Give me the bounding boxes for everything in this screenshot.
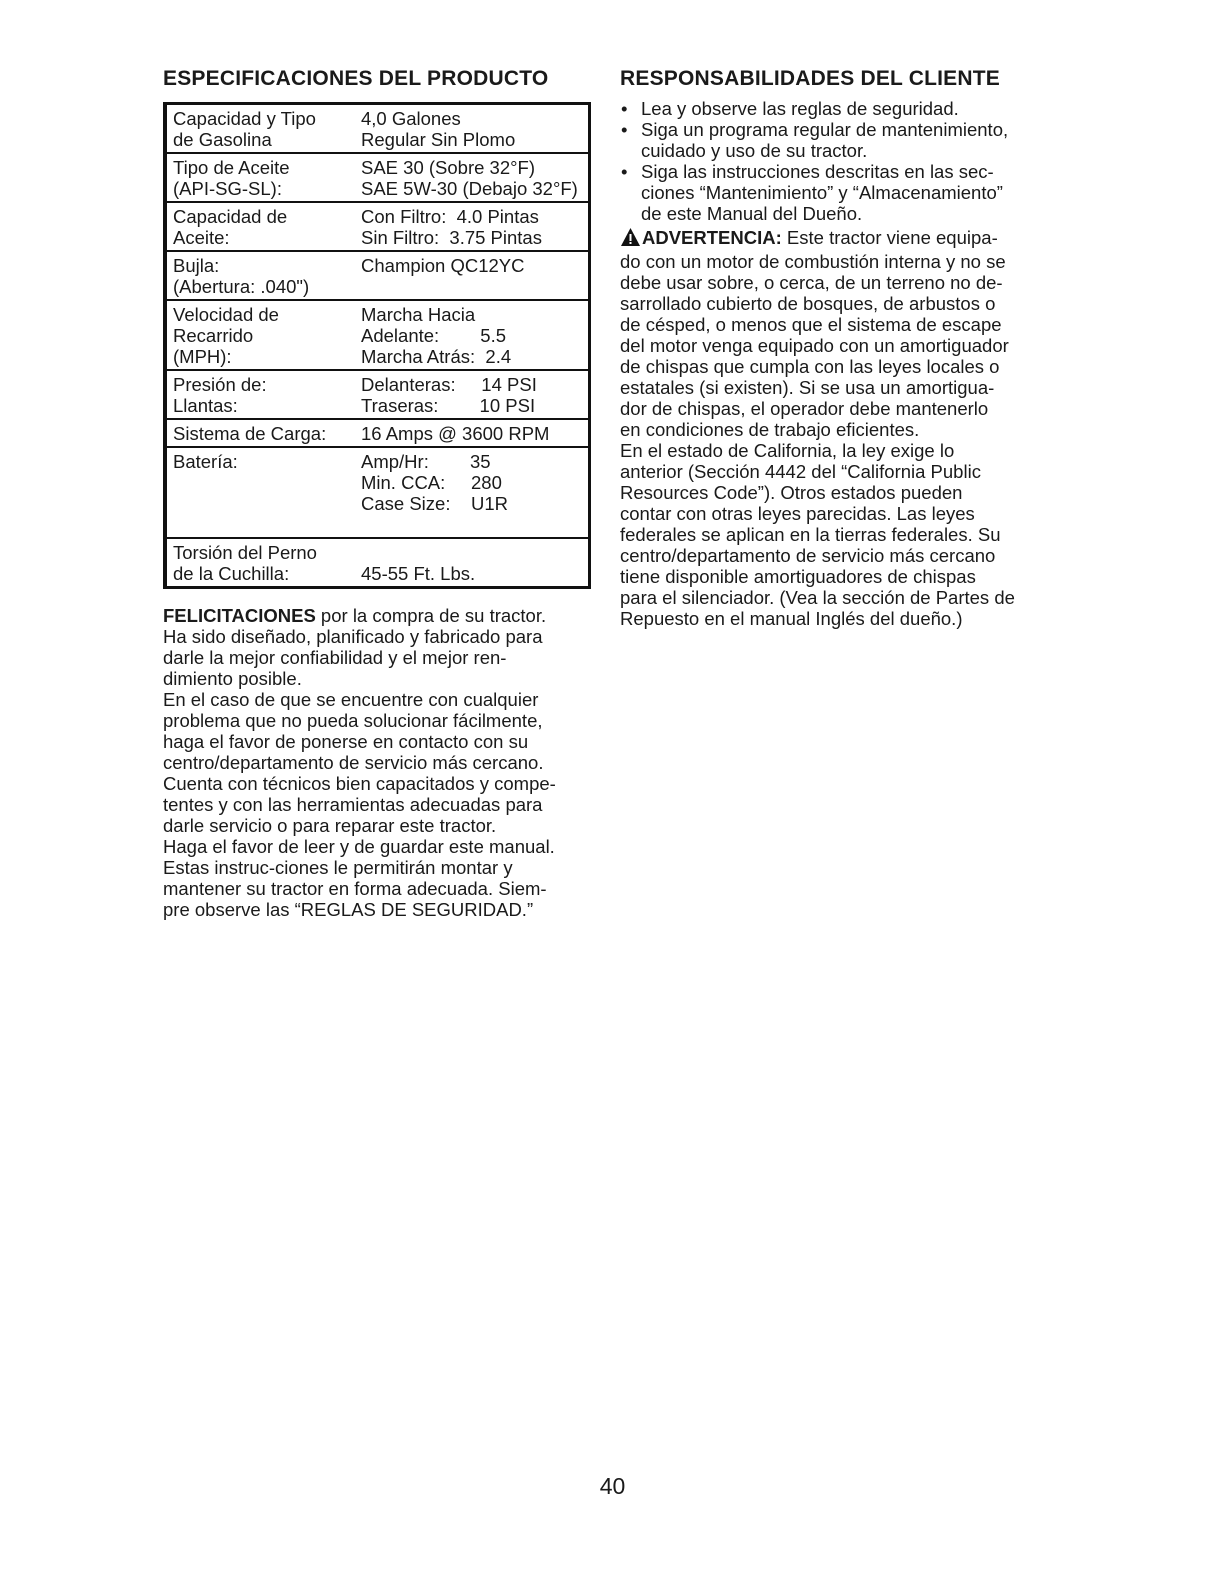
warning-title: ADVERTENCIA: — [642, 227, 782, 248]
congrats-line: Estas instruc-ciones le permitirán montar y — [163, 857, 513, 878]
congrats-line: mantener su tractor en forma adecuada. Siem- — [163, 878, 547, 899]
spec-label: Presión de: Llantas: — [173, 374, 267, 416]
congrats-line: pre observe las “REGLAS DE SEGURIDAD.” — [163, 899, 534, 920]
spec-value: 45-55 Ft. Lbs. — [361, 563, 476, 584]
spec-row — [167, 537, 588, 586]
congrats-line: Ha sido diseñado, planificado y fabricado para — [163, 626, 543, 647]
congrats-line: FELICITACIONES por la compra de su tractor. — [163, 605, 547, 626]
warning-line: de chispas que cumpla con las leyes locales o — [620, 356, 1000, 377]
spec-value: Champion QC12YC — [361, 255, 525, 276]
responsibilities-heading: RESPONSABILIDADES DEL CLIENTE — [620, 67, 1000, 90]
spec-row — [167, 201, 588, 250]
spec-value: Amp/Hr: 35 Min. CCA: 280 Case Size: U1R — [361, 451, 509, 514]
warning-line: del motor venga equipado con un amortiguador — [620, 335, 1009, 356]
warning-line: contar con otras leyes parecidas. Las leyes — [620, 503, 975, 524]
spec-label: Torsión del Perno de la Cuchilla: — [173, 542, 317, 584]
warning-line: dor de chispas, el operador debe mantenerlo — [620, 398, 989, 419]
bullet-icon: • — [621, 98, 628, 119]
warning-line: sarrollado cubierto de bosques, de arbustos o — [620, 293, 996, 314]
warning-line: federales se aplican en la tierras federales. Su — [620, 524, 1001, 545]
warning-line: debe usar sobre, o cerca, de un terreno no de- — [620, 272, 1003, 293]
warning-line: en condiciones de trabajo eficientes. — [620, 419, 920, 440]
warning-line: do con un motor de combustión interna y no se — [620, 251, 1006, 272]
spec-row — [167, 369, 588, 418]
warning-line: estatales (si existen). Si se usa un amortigua- — [620, 377, 995, 398]
spec-label: Bujla: (Abertura: .040") — [173, 255, 310, 297]
spec-label: Velocidad de Recarrido (MPH): — [173, 304, 279, 367]
congrats-line: problema que no pueda solucionar fácilmente, — [163, 710, 543, 731]
warning-line: centro/departamento de servicio más cercano — [620, 545, 996, 566]
spec-row — [167, 418, 588, 446]
warning-line: Resources Code”). Otros estados pueden — [620, 482, 963, 503]
spec-value: 16 Amps @ 3600 RPM — [361, 423, 550, 444]
right-column — [620, 64, 1040, 629]
responsibilities-list — [620, 98, 1040, 224]
spec-value: SAE 30 (Sobre 32°F) SAE 5W-30 (Debajo 32°F) — [361, 157, 578, 199]
spec-value: 4,0 Galones Regular Sin Plomo — [361, 108, 516, 150]
congrats-line: En el caso de que se encuentre con cualquier — [163, 689, 539, 710]
spec-row — [167, 250, 588, 299]
warning-line: de césped, o menos que el sistema de escape — [620, 314, 1002, 335]
warning-paragraph — [620, 227, 1040, 629]
spec-label: Tipo de Aceite (API-SG-SL): — [173, 157, 290, 199]
spec-value: Delanteras: 14 PSI Traseras: 10 PSI — [361, 374, 537, 416]
warning-line: anterior (Sección 4442 del “California Public — [620, 461, 981, 482]
congrats-line: Cuenta con técnicos bien capacitados y compe- — [163, 773, 556, 794]
warning-line: tiene disponible amortiguadores de chispas — [620, 566, 976, 587]
bullet-icon: • — [621, 119, 628, 140]
congrats-line: Haga el favor de leer y de guardar este manual. — [163, 836, 555, 857]
congrats-line: centro/departamento de servicio más cercano. — [163, 752, 544, 773]
warning-first-line: Este tractor viene equipa- — [781, 227, 998, 248]
spec-row — [167, 105, 588, 152]
congrats-line: dimiento posible. — [163, 668, 302, 689]
spec-value: Marcha Hacia Adelante: 5.5 Marcha Atrás: 2.4 — [361, 304, 512, 367]
spec-label: Sistema de Carga: — [173, 423, 327, 444]
spec-label: Batería: — [173, 451, 238, 472]
congrats-line: darle la mejor confiabilidad y el mejor ren- — [163, 647, 507, 668]
congrats-line: tentes y con las herramientas adecuadas para — [163, 794, 543, 815]
congrats-line: haga el favor de ponerse en contacto con su — [163, 731, 529, 752]
specs-heading: ESPECIFICACIONES DEL PRODUCTO — [163, 67, 549, 90]
spec-row — [167, 446, 588, 537]
list-item: • Siga las instrucciones descritas en las sec- ciones “Mantenimiento” y “Almacenamiento” de este Manual del Dueño. — [621, 161, 1003, 224]
bullet-icon: • — [621, 161, 628, 182]
congrats-line: darle servicio o para reparar este tractor. — [163, 815, 497, 836]
list-item: • Lea y observe las reglas de seguridad. — [621, 98, 959, 119]
left-column — [163, 64, 591, 920]
spec-row — [167, 299, 588, 369]
spec-label: Capacidad y Tipo de Gasolina — [173, 108, 316, 150]
congrats-paragraph — [163, 605, 591, 920]
warning-line: Repuesto en el manual Inglés del dueño.) — [620, 608, 963, 629]
warning-triangle-icon — [620, 227, 641, 251]
list-item: • Siga un programa regular de mantenimiento, cuidado y uso de su tractor. — [621, 119, 1009, 161]
spec-value: Con Filtro: 4.0 Pintas Sin Filtro: 3.75 Pintas — [361, 206, 542, 248]
spec-label: Capacidad de Aceite: — [173, 206, 288, 248]
congrats-lead: FELICITACIONES — [163, 605, 316, 626]
specs-table — [163, 102, 591, 589]
warning-line: para el silenciador. (Vea la sección de Partes de — [620, 587, 1015, 608]
warning-line: En el estado de California, la ley exige lo — [620, 440, 955, 461]
page-number: 40 — [599, 1473, 626, 1499]
spec-row — [167, 152, 588, 201]
